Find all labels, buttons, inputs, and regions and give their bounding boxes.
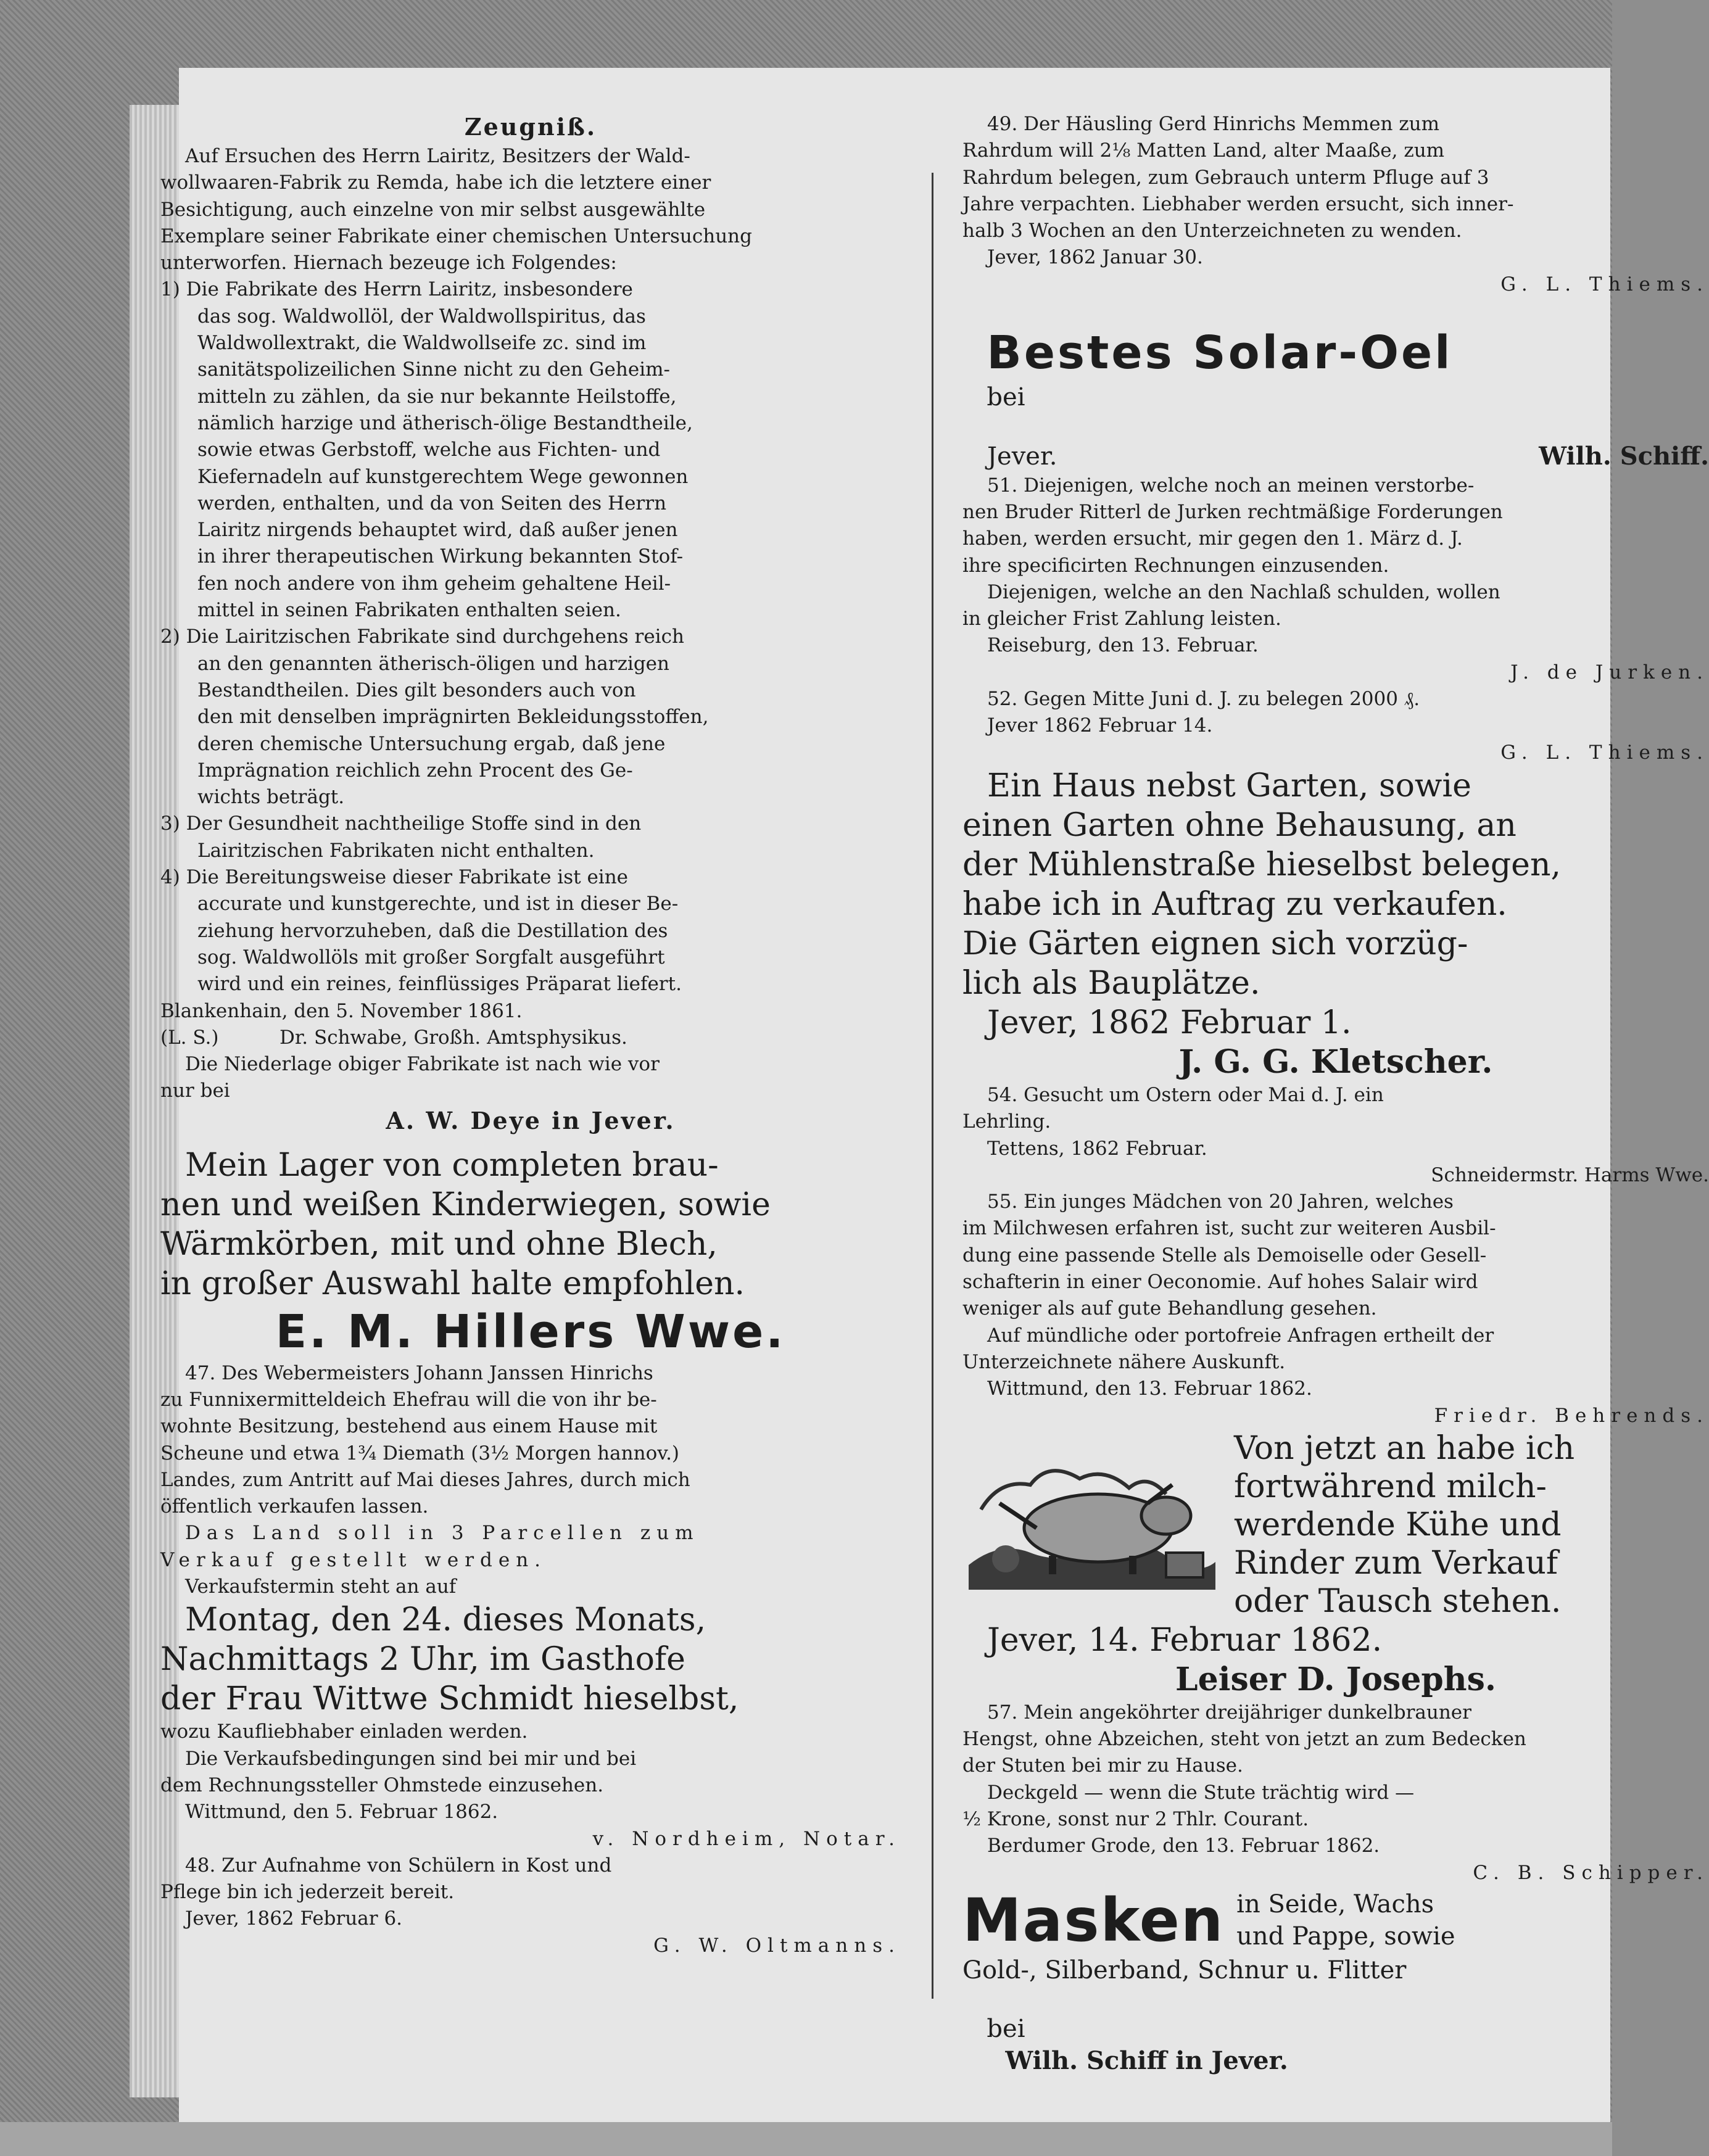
text-line: Bestandtheilen. Dies gilt besonders auch von <box>197 679 636 701</box>
text-line: an den genannten ätherisch-öligen und harzigen <box>197 652 669 675</box>
text-line: Lairitzischen Fabrikaten nicht enthalten. <box>197 839 595 862</box>
text-line: der Frau Wittwe Schmidt hieselbst, <box>160 1680 739 1718</box>
zeugnis-item-4 <box>160 864 901 997</box>
column-divider <box>932 173 933 1999</box>
solar-footer <box>962 440 1709 473</box>
text-line: 2) Die Lairitzischen Fabrikate sind durchgehens reich <box>160 626 684 648</box>
haus-ad <box>962 766 1709 1003</box>
cattle-date: Jever, 14. Februar 1862. <box>987 1621 1383 1659</box>
masken-bei: bei <box>987 2015 1025 2044</box>
text-line: wird und ein reines, feinflüssiges Präparat liefert. <box>197 973 682 996</box>
text-line: in ihrer therapeutischen Wirkung bekannten Stof- <box>197 545 684 568</box>
solar-bei: bei <box>987 383 1025 412</box>
masken-right-lines <box>1236 1888 1455 1952</box>
text-line: Das Land soll in 3 Parcellen zum <box>185 1522 700 1545</box>
text-line: einen Garten ohne Behausung, an <box>962 806 1517 844</box>
text-line: das sog. Waldwollöl, der Waldwollspiritus, das <box>197 305 646 328</box>
text-line: 48. Zur Aufnahme von Schülern in Kost und <box>185 1854 612 1877</box>
ad-51-signature: J. de Jurken. <box>1510 661 1709 684</box>
hillers-name: E. M. Hillers Wwe. <box>275 1305 786 1358</box>
text-line: 51. Diejenigen, welche noch an meinen verstorbe- <box>987 474 1475 497</box>
zeugnis-title: Zeugniß. <box>464 113 597 141</box>
ad-52: 52. Gegen Mitte Juni d. J. zu belegen 2000 ₰. <box>987 688 1420 711</box>
text-line: sog. Waldwollöls mit großer Sorgfalt ausgeführt <box>197 946 665 969</box>
ad-54 <box>962 1082 1709 1136</box>
text-line: Die Gärten eignen sich vorzüg- <box>962 925 1468 962</box>
text-line: Die Niederlage obiger Fabrikate ist nach wie vor <box>185 1053 660 1076</box>
ad-49 <box>962 111 1709 244</box>
ad-57-date: Berdumer Grode, den 13. Februar 1862. <box>987 1835 1380 1857</box>
text-line: Montag, den 24. dieses Monats, <box>185 1601 706 1639</box>
ad-47-signature: v. Nordheim, Notar. <box>592 1827 901 1850</box>
ad-49-signature: G. L. Thiems. <box>1500 273 1709 295</box>
text-line: oder Tausch stehen. <box>1234 1582 1562 1620</box>
text-line: ihre specificirten Rechnungen einzusenden. <box>962 554 1389 577</box>
solar-name: Wilh. Schiff. <box>1539 441 1709 471</box>
text-line: Diejenigen, welche an den Nachlaß schulden, wollen <box>987 580 1500 603</box>
zeugnis-item-1 <box>160 276 901 624</box>
depot-name: A. W. Deye in Jever. <box>386 1106 676 1134</box>
ad-57-signature: C. B. Schipper. <box>1473 1861 1709 1884</box>
text-line: und Pappe, sowie <box>1236 1922 1455 1951</box>
ad-55-signature: Friedr. Behrends. <box>1434 1404 1709 1427</box>
text-line: 4) Die Bereitungsweise dieser Fabrikate ist eine <box>160 866 629 889</box>
text-line: Lairitz nirgends behauptet wird, daß außer jenen <box>197 519 678 542</box>
text-line: Mein Lager von completen brau- <box>185 1146 719 1184</box>
text-line: werden, enthalten, und da von Seiten des Herrn <box>197 492 667 514</box>
text-line: nen Bruder Ritterl de Jurken rechtmäßige Forderungen <box>962 500 1503 523</box>
ad-57 <box>962 1700 1709 1833</box>
text-line: Lehrling. <box>962 1110 1051 1133</box>
zeugnis-item-3 <box>160 811 901 864</box>
text-line: ziehung hervorzuheben, daß die Destillation des <box>197 919 668 942</box>
ad-51 <box>962 473 1709 633</box>
text-line: 55. Ein junges Mädchen von 20 Jahren, welches <box>987 1191 1454 1213</box>
text-line: lich als Bauplätze. <box>962 964 1260 1002</box>
haus-date: Jever, 1862 Februar 1. <box>987 1004 1352 1041</box>
text-line: mittel in seinen Fabrikaten enthalten seien. <box>197 599 621 622</box>
cattle-ad <box>962 1429 1709 1621</box>
text-line: schafterin in einer Oeconomie. Auf hohes Salair wird <box>962 1271 1478 1294</box>
masken-ad <box>962 1886 1709 1954</box>
text-line: mitteln zu zählen, da sie nur bekannte Heilstoffe, <box>197 385 677 408</box>
text-line: Rahrdum belegen, zum Gebrauch unterm Pfluge auf 3 <box>962 166 1489 189</box>
text-line: Nachmittags 2 Uhr, im Gasthofe <box>160 1641 685 1679</box>
ad-47-spaced <box>160 1520 901 1574</box>
solar-place: Jever. <box>987 442 1057 471</box>
text-line: nen und weißen Kinderwiegen, sowie <box>160 1186 771 1223</box>
ad-55 <box>962 1189 1709 1376</box>
text-line: Ein Haus nebst Garten, sowie <box>987 767 1471 804</box>
haus-name: J. G. G. Kletscher. <box>1178 1043 1493 1081</box>
masken-footer <box>962 1986 1709 2104</box>
text-line: Landes, zum Antritt auf Mai dieses Jahres, durch mich <box>160 1468 690 1491</box>
text-line: ½ Krone, sonst nur 2 Thlr. Courant. <box>962 1807 1309 1830</box>
text-line: nur bei <box>160 1080 230 1102</box>
ad-52-date: Jever 1862 Februar 14. <box>987 714 1213 737</box>
text-line: zu Funnixermitteldeich Ehefrau will die von ihr be- <box>160 1388 657 1411</box>
ad-55-date: Wittmund, den 13. Februar 1862. <box>987 1377 1312 1400</box>
text-line: fortwährend milch- <box>1234 1468 1547 1505</box>
text-line: haben, werden ersucht, mir gegen den 1. März d. J. <box>962 527 1463 550</box>
text-line: Besichtigung, auch einzelne von mir selbst ausgewählte <box>160 198 706 221</box>
text-line: dung eine passende Stelle als Demoiselle oder Gesell- <box>962 1244 1487 1266</box>
ad-54-signature: Schneidermstr. Harms Wwe. <box>1431 1163 1709 1186</box>
text-line: der Stuten bei mir zu Hause. <box>962 1754 1243 1777</box>
left-column <box>160 111 901 1959</box>
text-line: öffentlich verkaufen lassen. <box>160 1495 429 1518</box>
text-line: Wärmkörben, mit und ohne Blech, <box>160 1225 718 1263</box>
text-line: wohnte Besitzung, bestehend aus einem Hause mit <box>160 1415 658 1438</box>
text-line: in großer Auswahl halte empfohlen. <box>160 1265 745 1302</box>
text-line: Auf mündliche oder portofreie Anfragen ertheilt der <box>987 1324 1494 1347</box>
text-line: in gleicher Frist Zahlung leisten. <box>962 608 1281 630</box>
cattle-name: Leiser D. Josephs. <box>1175 1660 1496 1698</box>
text-line: wollwaaren-Fabrik zu Remda, habe ich die letztere einer <box>160 171 711 194</box>
solar-headline: Bestes Solar-Oel <box>987 326 1453 380</box>
text-line: Deckgeld — wenn die Stute trächtig wird — <box>987 1781 1415 1804</box>
text-line: in Seide, Wachs <box>1236 1890 1434 1919</box>
ad-49-date: Jever, 1862 Januar 30. <box>987 246 1203 269</box>
ad-47-date: Wittmund, den 5. Februar 1862. <box>185 1801 499 1824</box>
text-line: accurate und kunstgerechte, und ist in dieser Be- <box>197 893 679 915</box>
text-line: halb 3 Wochen an den Unterzeichneten zu wenden. <box>962 220 1462 242</box>
ad-54-date: Tettens, 1862 Februar. <box>987 1137 1207 1160</box>
text-line: der Mühlenstraße hieselbst belegen, <box>962 846 1561 883</box>
text-line: Exemplare seiner Fabrikate einer chemischen Untersuchung <box>160 225 752 247</box>
text-line: habe ich in Auftrag zu verkaufen. <box>962 885 1507 923</box>
text-line: Unterzeichnete nähere Auskunft. <box>962 1350 1286 1373</box>
cattle-text <box>1234 1429 1575 1621</box>
text-line: werdende Kühe und <box>1234 1506 1562 1543</box>
text-line: Kiefernadeln auf kunstgerechtem Wege gewonnen <box>197 465 689 488</box>
text-line: Scheune und etwa 1¾ Diemath (3½ Morgen hannov.) <box>160 1442 680 1464</box>
text-line: weniger als auf gute Behandlung gesehen. <box>962 1297 1377 1320</box>
ad-47 <box>160 1360 901 1521</box>
ad-48-signature: G. W. Oltmanns. <box>653 1934 901 1957</box>
zeugnis-depot <box>160 1051 901 1105</box>
text-line: Rahrdum will 2⅛ Matten Land, alter Maaße, zum <box>962 139 1445 162</box>
ad-48 <box>160 1852 901 1906</box>
zeugnis-item-2 <box>160 624 901 811</box>
text-line: 47. Des Webermeisters Johann Janssen Hinrichs <box>185 1361 653 1384</box>
text-line: 57. Mein angeköhrter dreijähriger dunkelbrauner <box>987 1701 1471 1724</box>
text-line: Jahre verpachten. Liebhaber werden ersucht, sich inner- <box>962 192 1514 215</box>
text-line: nämlich harzige und ätherisch-ölige Bestandtheile, <box>197 411 693 434</box>
text-line: dem Rechnungssteller Ohmstede einzusehen. <box>160 1774 604 1796</box>
text-line: im Milchwesen erfahren ist, sucht zur weiteren Ausbil- <box>962 1217 1496 1240</box>
text-line: Verkauf gestellt werden. <box>160 1548 547 1571</box>
ad-47-termin: Verkaufstermin steht an auf <box>185 1576 457 1598</box>
text-line: deren chemische Untersuchung ergab, daß jene <box>197 732 666 755</box>
text-line: 1) Die Fabrikate des Herrn Lairitz, insbesondere <box>160 278 633 301</box>
ad-48-date: Jever, 1862 Februar 6. <box>185 1907 403 1930</box>
text-line: 3) Der Gesundheit nachtheilige Stoffe sind in den <box>160 812 642 835</box>
text-line: Gold-, Silberband, Schnur u. Flitter <box>962 1956 1407 1985</box>
solar-ad <box>962 298 1709 440</box>
text-line: sowie etwas Gerbstoff, welche aus Fichten- und <box>197 439 661 461</box>
ad-47-after <box>160 1719 901 1799</box>
text-line: Auf Ersuchen des Herrn Lairitz, Besitzers der Wald- <box>185 145 690 167</box>
text-line: den mit denselben imprägnirten Bekleidungsstoffen, <box>197 706 709 729</box>
text-line: fen noch andere von ihm geheim gehaltene Heil- <box>197 572 671 595</box>
text-line: unterworfen. Hiernach bezeuge ich Folgendes: <box>160 252 617 275</box>
ad-47-date-block <box>160 1600 901 1719</box>
zeugnis-place-date: Blankenhain, den 5. November 1861. <box>160 999 523 1022</box>
scanner-edge <box>0 2122 1612 2156</box>
text-line: Pflege bin ich jederzeit bereit. <box>160 1881 455 1904</box>
ad-51-date: Reiseburg, den 13. Februar. <box>987 634 1259 657</box>
text-line: 49. Der Häusling Gerd Hinrichs Memmen zum <box>987 113 1440 135</box>
text-line: Waldwollextrakt, die Waldwollseife zc. sind im <box>197 332 647 355</box>
zeugnis-intro <box>160 143 901 276</box>
text-line: wichts beträgt. <box>197 786 345 809</box>
masken-word: Masken <box>962 1885 1225 1955</box>
cow-woodcut-icon <box>962 1435 1222 1596</box>
masken-lines <box>962 1954 1709 1986</box>
ad-52-signature: G. L. Thiems. <box>1500 741 1709 764</box>
text-line: Rinder zum Verkauf <box>1234 1544 1558 1582</box>
right-column <box>962 111 1709 2104</box>
zeugnis-signature: (L. S.) Dr. Schwabe, Großh. Amtsphysikus. <box>160 1026 627 1049</box>
text-line: sanitätspolizeilichen Sinne nicht zu den Geheim- <box>197 358 670 381</box>
masken-name: Wilh. Schiff in Jever. <box>1005 2046 1288 2076</box>
text-line: wozu Kaufliebhaber einladen werden. <box>160 1720 528 1743</box>
hillers-ad <box>160 1146 901 1303</box>
text-line: Hengst, ohne Abzeichen, steht von jetzt an zum Bedecken <box>962 1728 1526 1751</box>
text-line: Imprägnation reichlich zehn Procent des Ge- <box>197 759 633 782</box>
text-line: Von jetzt an habe ich <box>1234 1429 1575 1467</box>
text-line: Die Verkaufsbedingungen sind bei mir und bei <box>185 1747 637 1770</box>
text-line: 54. Gesucht um Ostern oder Mai d. J. ein <box>987 1083 1384 1106</box>
